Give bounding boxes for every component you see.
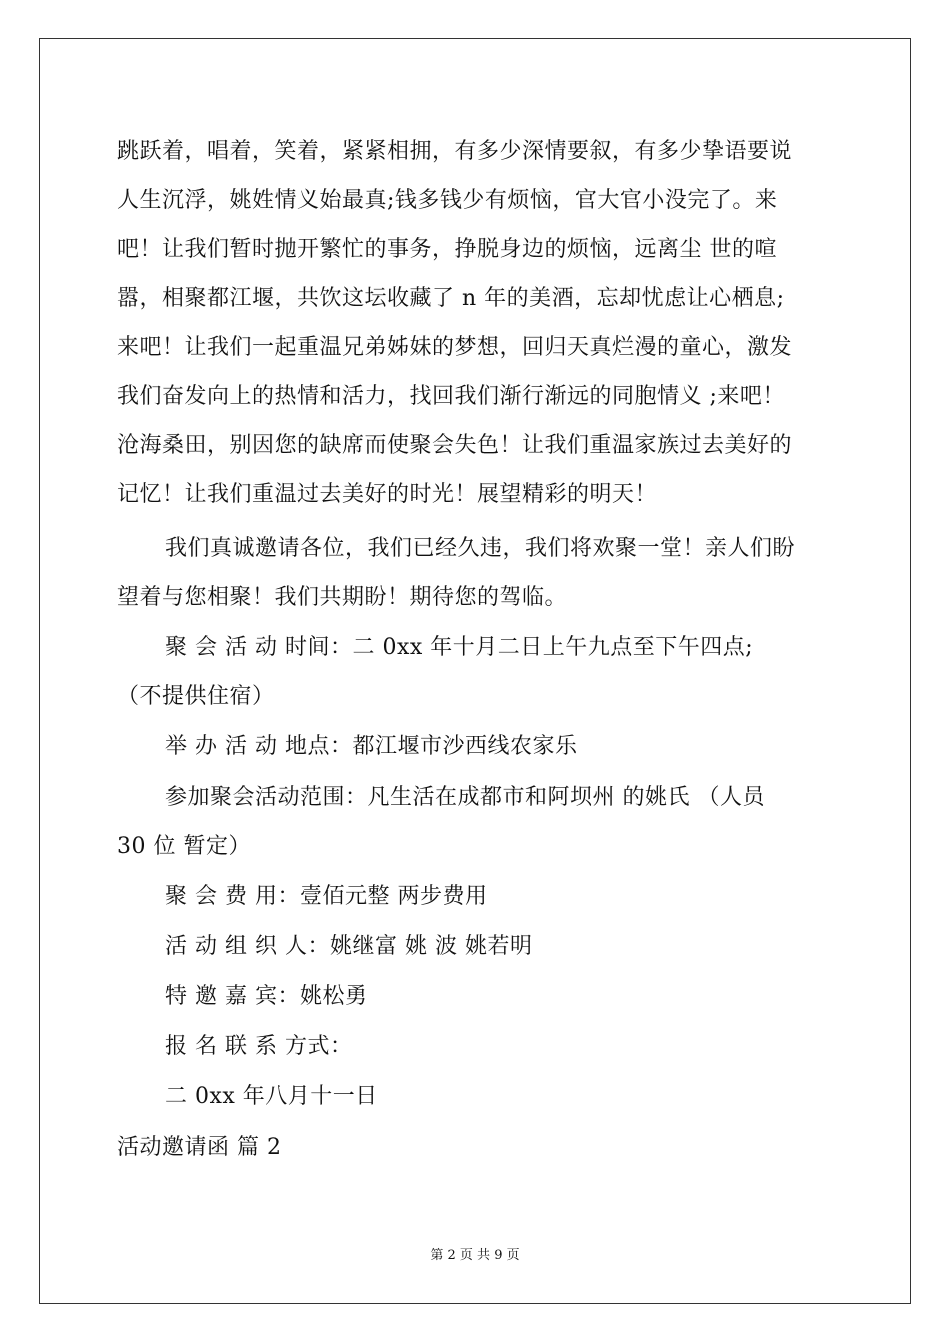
body-line-1: 跳跃着，唱着，笑着，紧紧相拥，有多少深情要叙，有多少挚语要说 [117, 139, 793, 164]
event-fee-line: 聚 会 费 用：壹佰元整 两步费用 [165, 884, 488, 909]
event-time-note: （不提供住宿） [117, 684, 275, 709]
attendance-scope-line-1: 参加聚会活动范围：凡生活在成都市和阿坝州 的姚氏 （人员 [165, 785, 765, 810]
body-line-6: 我们奋发向上的热情和活力，找回我们渐行渐远的同胞情义 ;来吧！ [117, 384, 785, 409]
body-line-3: 吧！让我们暂时抛开繁忙的事务，挣脱身边的烦恼，远离尘 世的喧 [117, 237, 777, 262]
event-location-line: 举 办 活 动 地点：都江堰市沙西线农家乐 [165, 734, 578, 759]
page-footer: 第 2 页 共 9 页 [430, 1248, 520, 1263]
body-line-7: 沧海桑田，别因您的缺席而使聚会失色！让我们重温家族过去美好的 [117, 433, 793, 458]
page-border [39, 38, 911, 1304]
body-line-2: 人生沉浮，姚姓情义始最真;钱多钱少有烦恼，官大官小没完了。来 [117, 188, 778, 213]
body-line-8: 记忆！让我们重温过去美好的时光！展望精彩的明天！ [117, 482, 658, 507]
body-line-5: 来吧！让我们一起重温兄弟姊妹的梦想，回归天真烂漫的童心，激发 [117, 335, 793, 360]
invitation-paragraph-line-2: 望着与您相聚！我们共期盼！期待您的驾临。 [117, 585, 568, 610]
organizers-line: 活 动 组 织 人：姚继富 姚 波 姚若明 [165, 934, 533, 959]
document-date-line: 二 0xx 年八月十一日 [165, 1084, 378, 1109]
invitation-paragraph-line-1: 我们真诚邀请各位，我们已经久违，我们将欢聚一堂！亲人们盼 [165, 536, 796, 561]
attendance-scope-line-2: 30 位 暂定） [117, 834, 251, 859]
section-heading: 活动邀请函 篇 2 [117, 1135, 282, 1160]
event-time-line: 聚 会 活 动 时间：二 0xx 年十月二日上午九点至下午四点; [165, 635, 754, 660]
special-guest-line: 特 邀 嘉 宾：姚松勇 [165, 984, 368, 1009]
body-line-4: 嚣，相聚都江堰，共饮这坛收藏了 n 年的美酒，忘却忧虑让心栖息; [117, 286, 785, 311]
registration-contact-line: 报 名 联 系 方式： [165, 1034, 353, 1059]
